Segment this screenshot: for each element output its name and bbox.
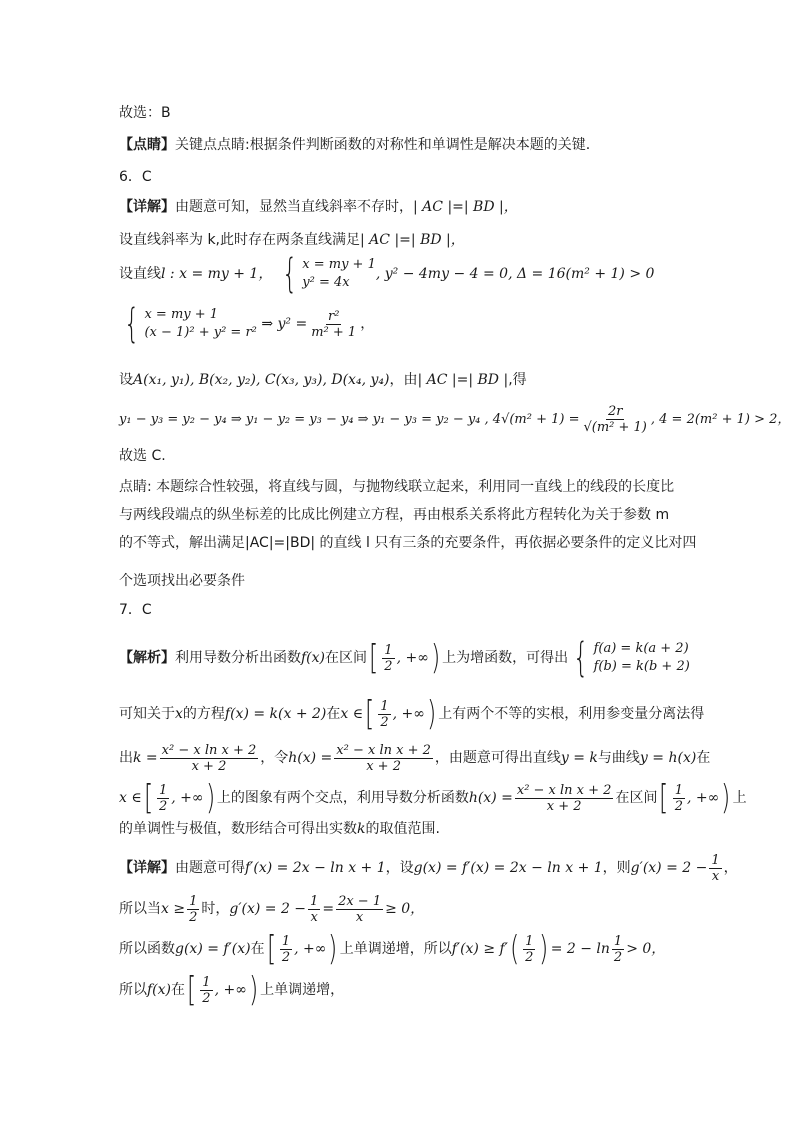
fraction-half: $\frac{1}{2}$ — [674, 782, 683, 814]
label-xiangjie: 【详解】 — [119, 199, 175, 215]
equation-system-3: { f(a) = k(a + 2) f(b) = k(b + 2) — [573, 635, 690, 681]
fraction-half: $\frac{1}{2}$ — [189, 893, 198, 925]
equation-system-2: { x = my + 1 (x − 1)² + y² = r² — [124, 301, 257, 347]
text-line-17: 可知关于x的方程f(x) = k(x + 2)在x ∈[ $\frac{1}{2}$ , +∞) 上有两个不等的实根，利用参变量分离法得 — [119, 694, 705, 734]
fraction-half: $\frac{1}{2}$ — [380, 698, 389, 730]
line-9-math: y₁ − y₃ = y₂ − y₄ ⇒ y₁ − y₂ = y₃ − y₄ ⇒ y₁ − y₃ = y₂ − y₄ , 4√(m² + 1) = — [119, 412, 580, 427]
text-line-12: 与两线段端点的纵坐标差的比成比例建立方程，再由根系关系将此方程转化为关于参数 m — [119, 507, 670, 523]
text-line-8 — [119, 370, 527, 390]
line-2-body: 关键点点睛:根据条件判断函数的对称性和单调性是解决本题的关键. — [175, 137, 591, 153]
text-line-24: 所以f(x)在[ $\frac{1}{2}$ , +∞) 上单调递增， — [119, 970, 345, 1010]
fraction-k: $\frac{\text{x² − x ln x + 2}}{x + 2}$ — [161, 742, 257, 774]
text-line-18: 出k = $\frac{\text{x² − x ln x + 2}}{x + 2}$ ，令h(x) = $\frac{\text{x² − x ln x + 2}}{x + 2}$ ，由题意可得出直线y = k与曲线y = h(x)在 — [119, 742, 711, 774]
line-16-b: 在区间 — [325, 650, 368, 666]
text-line-19: x ∈[ $\frac{1}{2}$ , +∞) 上的图象有两个交点，利用导数分析函数h(x) = $\frac{\text{x² − x ln x + 2}}{x + 2}$ 在区间[ $\frac{1}{2}$ , +∞) 上 — [119, 778, 747, 818]
line-9-tail: , 4 = 2(m² + 1) > 2， — [650, 412, 791, 427]
fraction-half: $\frac{1}{2}$ — [281, 933, 291, 965]
line-7-end: ， — [360, 316, 375, 332]
line-17-eq: f(x) = k(x + 2) — [224, 706, 327, 722]
line-8-text3: ,得 — [508, 372, 527, 388]
line-16-f: f(x) — [301, 650, 326, 666]
label-jiexi: 【解析】 — [119, 650, 175, 666]
text-line-3: 6．C — [119, 169, 152, 185]
text-line-11: 点睛: 本题综合性较强，将直线与圆，与抛物线联立起来，利用同一直线上的线段的长度比 — [119, 479, 675, 495]
line-8-text1: 设 — [119, 372, 133, 388]
text-line-22: 所以当x ≥ $\frac{1}{2}$ 时，g′(x) = 2 − $\frac{1}{x}$ = $\frac{2x - 1}{x}$ ≥ 0， — [119, 893, 425, 925]
line-4-math: | AC |=| BD |， — [413, 199, 518, 215]
text-line-6 — [119, 251, 655, 297]
text-line-20: 的单调性与极值，数形结合可得出实数k的取值范围. — [119, 821, 440, 837]
line-4-body: 由题意可知，显然当直线斜率不存时， — [175, 199, 413, 215]
fraction-half: $\frac{1}{2}$ — [158, 782, 168, 814]
fraction-1-over-x: $\frac{1}{x}$ — [711, 852, 720, 884]
line-7-arrow: ⇒ y² = — [261, 316, 308, 332]
equation-system-1: { x = my + 1 y² = 4x — [281, 251, 376, 297]
text-line-21: 【详解】由题意可得f′(x) = 2x − ln x + 1，设g(x) = f′(x) = 2x − ln x + 1，则g′(x) = 2 − $\frac{1}{x}$ ， — [119, 852, 738, 884]
fraction-r2: $\frac{\text{r²}}{\text{m² + 1}}$ — [311, 308, 357, 340]
text-line-10: 故选 C. — [119, 448, 166, 464]
label-dianjing: 【点睛】 — [119, 137, 175, 153]
text-line-4 — [119, 197, 518, 217]
line-8-math2: | AC |=| BD | — [417, 372, 509, 388]
text-line-9 — [119, 400, 790, 440]
text-line-15: 7．C — [119, 602, 152, 618]
line-5-math: | AC |=| BD |， — [360, 232, 465, 248]
text-line-2 — [119, 135, 590, 155]
line-5-text: 设直线斜率为 k,此时存在两条直线满足 — [119, 232, 361, 248]
line-6-text: 设直线 — [119, 266, 161, 282]
fraction-2r: $\frac{2r}{\text{√(m² + 1)}}$ — [583, 404, 647, 435]
fraction-h: $\frac{\text{x² − x ln x + 2}}{x + 2}$ — [336, 742, 431, 774]
text-line-13: 的不等式，解出满足|AC|=|BD| 的直线 l 只有三条的充要条件，再依据必要条件的定义比对四 — [119, 535, 697, 551]
fraction-2x-1: $\frac{2x - 1}{x}$ — [338, 893, 382, 925]
line-6-tail: , y² − 4my − 4 = 0, Δ = 16(m² + 1) > 0 — [375, 266, 655, 282]
fraction-1-over-x: $\frac{1}{x}$ — [310, 893, 319, 925]
line-8-points: A(x₁, y₁), B(x₂, y₂), C(x₃, y₃), D(x₄, y₄) — [133, 372, 390, 388]
text-line-14: 个选项找出必要条件 — [119, 573, 245, 589]
text-line-7 — [119, 301, 375, 347]
text-line-1: 故选：B — [119, 105, 171, 121]
fraction-half: $\frac{1}{2}$ — [202, 974, 211, 1006]
text-line-23: 所以函数g(x) = f′(x)在[ $\frac{1}{2}$ , +∞) 上单调递增，所以f′(x) ≥ f′( $\frac{1}{2}$ ) = 2 − ln $\frac{1}{2}$ > 0， — [119, 929, 666, 969]
text-line-5 — [119, 230, 465, 250]
line-6-math: l : x = my + 1， — [161, 266, 273, 282]
fraction-half: $\frac{1}{2}$ — [613, 933, 623, 965]
label-xiangjie-2: 【详解】 — [119, 860, 175, 876]
line-8-text2: ，由 — [389, 372, 418, 388]
fraction-half: $\frac{1}{2}$ — [384, 642, 393, 674]
line-16-a: 利用导数分析出函数 — [175, 650, 301, 666]
fraction-half: $\frac{1}{2}$ — [525, 933, 534, 965]
fraction-h2: $\frac{\text{x² − x ln x + 2}}{x + 2}$ — [516, 782, 612, 814]
text-line-16: 【解析】利用导数分析出函数f(x)在区间[ $\frac{1}{2}$ , +∞) 上为增函数，可得出 { f(a) = k(a + 2) f(b) = k(b + 2) — [119, 635, 690, 681]
line-16-c: 上为增函数，可得出 — [442, 650, 569, 666]
